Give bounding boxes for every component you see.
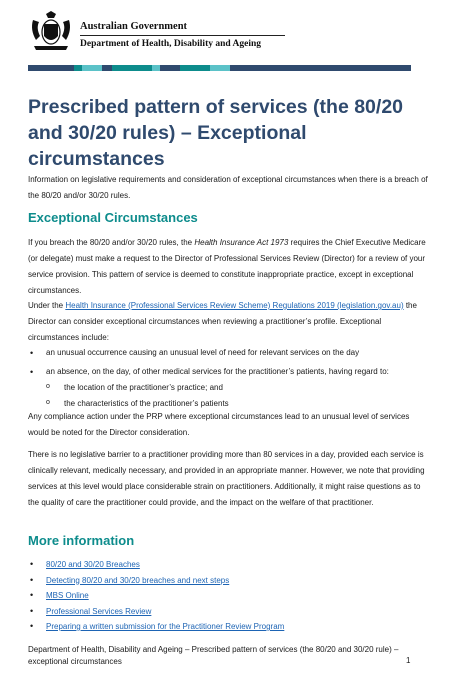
intro-paragraph: Information on legislative requirements and consideration of exceptional circumstances when there is a breach of the 80/20 and/or 30/20 rules. [28, 175, 428, 200]
link-item [28, 604, 428, 620]
list-item: • an absence, on the day, of other medical services for the practitioner’s patients, having regard to: [28, 364, 428, 380]
link-item [28, 619, 428, 635]
paragraph-act [28, 235, 428, 299]
act-name: Health Insurance Act 1973 [194, 238, 289, 247]
department-name: Department of Health, Disability and Ageing [80, 39, 262, 49]
stripe-segment [74, 65, 82, 71]
more-info-links [28, 557, 428, 635]
stripe-segment [230, 65, 290, 71]
list-item: • an unusual occurrence causing an unusual level of need for relevant services on the day [28, 345, 428, 361]
stripe-segment [210, 65, 230, 71]
link-item [28, 588, 428, 604]
page-number: 1 [406, 656, 411, 665]
link-item [28, 557, 428, 573]
stripe-segment [152, 65, 160, 71]
page-header [28, 10, 428, 58]
paragraph-act-end: requires the Chief Executive Medicare (or delegate) must make a request to the Director of Professional Services Review (Director) for a review of your service provision. This pattern of service is deemed to constitute inappropriate practice, except in exceptional circumstances. [28, 238, 426, 295]
stripe-segment [82, 65, 102, 71]
stripe-segment [28, 65, 74, 71]
paragraph-compliance: Any compliance action under the PRP where exceptional circumstances lead to an unusual level of services would be noted for the Director consideration. [28, 412, 410, 437]
stripe-segment [180, 65, 210, 71]
sub-list-item: o the characteristics of the practitioner’s patients [28, 396, 428, 412]
paragraph-act-start: If you breach the 80/20 and/or 30/20 rules, the [28, 238, 195, 247]
org-name: Australian Government [80, 21, 188, 32]
stripe-segment [112, 65, 152, 71]
detecting-breaches-link[interactable]: Detecting 80/20 and 30/20 breaches and next steps [46, 575, 230, 585]
stripe-segment [290, 65, 350, 71]
mbs-online-link[interactable]: MBS Online [46, 591, 89, 600]
written-submission-link[interactable]: Preparing a written submission for the Practitioner Review Program [46, 622, 285, 631]
breaches-link[interactable]: 80/20 and 30/20 Breaches [46, 560, 140, 569]
section-heading-exceptional: Exceptional Circumstances [28, 210, 198, 225]
paragraph-reg-end: the Director can consider exceptional circumstances when reviewing a practitioner’s profile. Exceptional circumstances include: [28, 301, 417, 342]
coat-of-arms-icon [28, 10, 74, 54]
page-title: Prescribed pattern of services (the 80/20 and 30/20 rules) – Exceptional circumstances [28, 96, 404, 170]
paragraph-reg-start: Under the [28, 301, 66, 310]
stripe-segment [350, 65, 411, 71]
paragraph-legislative: There is no legislative barrier to a practitioner providing more than 80 services in a day, provided each service is clinically relevant, medically necessary, and provided in an appropriate manner. However, we note that providing services at this level would place considerable strain on practitioners. Additionally, it might raise questions as to the quality of care the practitioner could provide, and the impact on the welfare of that practitioner. [28, 450, 425, 507]
circumstances-list [28, 345, 428, 412]
paragraph-regulations [28, 298, 428, 346]
header-divider [80, 35, 285, 36]
psr-link[interactable]: Professional Services Review [46, 606, 152, 616]
link-item [28, 573, 428, 589]
footer-text: Department of Health, Disability and Ageing – Prescribed pattern of services (the 80/20 and 30/20 rule) – exceptional circumstances [28, 645, 399, 666]
stripe-segment [102, 65, 112, 71]
stripe-segment [160, 65, 180, 71]
color-stripe [28, 65, 411, 71]
regulations-link[interactable]: Health Insurance (Professional Services Review Scheme) Regulations 2019 (legislation.gov.au) [65, 301, 404, 310]
section-heading-more-info: More information [28, 533, 135, 548]
sub-list-item: o the location of the practitioner’s practice; and [28, 380, 428, 396]
